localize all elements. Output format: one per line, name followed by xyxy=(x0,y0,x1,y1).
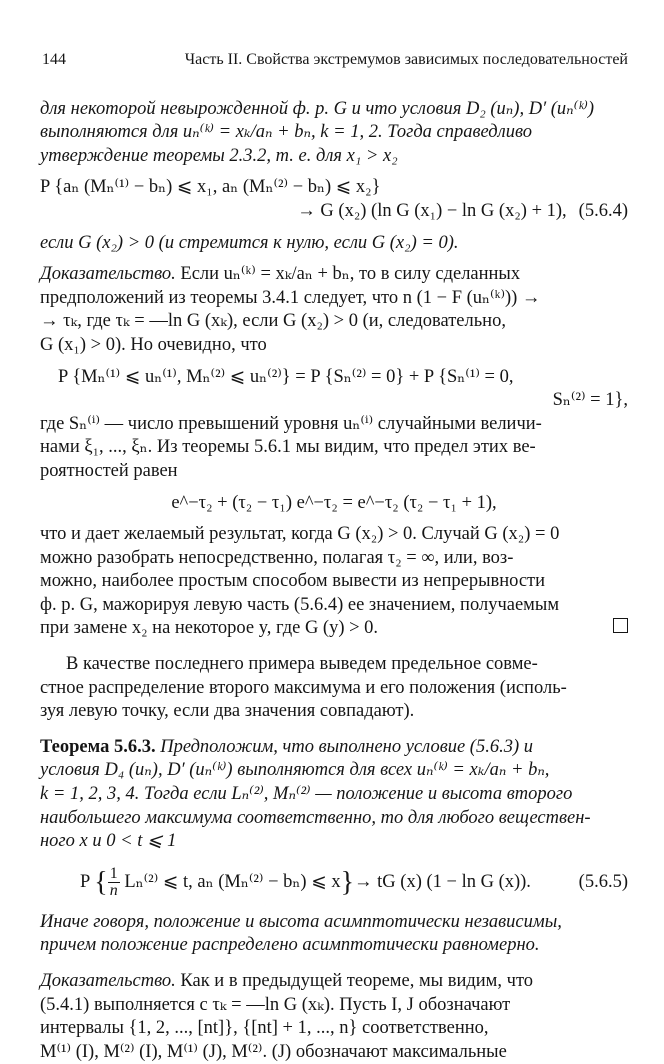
text-line: можно разобрать непосредственно, полагая τ₂ = ∞, или, воз- xyxy=(40,547,514,568)
text-line: G (x₁) > 0). Но очевидно, что xyxy=(40,334,267,355)
equation-limit: e^−τ₂ + (τ₂ − τ₁) e^−τ₂ = e^−τ₂ (τ₂ − τ₁ + 1), xyxy=(171,492,497,513)
equation-line: P {Mₙ⁽¹⁾ ⩽ uₙ⁽¹⁾, Mₙ⁽²⁾ ⩽ uₙ⁽²⁾} = P {Sₙ⁽²⁾ = 0} + P {Sₙ⁽¹⁾ = 0, xyxy=(58,366,514,387)
text-line: → τₖ, где τₖ = —ln G (xₖ), если G (x₂) > 0 (и, следовательно, xyxy=(40,311,506,332)
text-line: В качестве последнего примера выведем предельное совме- xyxy=(66,654,538,675)
book-page xyxy=(40,48,628,1064)
proof-paragraph xyxy=(40,970,628,1064)
text-line: зуя левую точку, если два значения совпадают). xyxy=(40,701,415,722)
text-line: Если uₙ⁽ᵏ⁾ = xₖ/aₙ + bₙ, то в силу сделанных xyxy=(180,264,521,285)
proof-label: Доказательство. xyxy=(40,971,176,991)
equation-line: Sₙ⁽²⁾ = 1}, xyxy=(552,390,628,411)
paragraph-interpretation xyxy=(40,911,628,958)
text-line: можно, наиболее простым способом вывести из непрерывности xyxy=(40,571,546,592)
paragraph-condition-note: если G (x₂) > 0 (и стремится к нулю, если G (x₂) = 0). xyxy=(40,232,459,253)
text-line: наибольшего максимума соответственно, то для любого веществен- xyxy=(40,807,591,828)
theorem-5-6-3 xyxy=(40,736,628,854)
paragraph-conditions xyxy=(40,98,628,169)
text-line: нами ξ₁, ..., ξₙ. Из теоремы 5.6.1 мы видим, что предел этих ве- xyxy=(40,437,536,458)
text-line: ного x и 0 < t ⩽ 1 xyxy=(40,831,177,852)
theorem-label: Теорема 5.6.3. xyxy=(40,736,156,757)
text-line: k = 1, 2, 3, 4. Тогда если Lₙ⁽²⁾, Mₙ⁽²⁾ — положение и высота второго xyxy=(40,784,573,805)
text-line: роятностей равен xyxy=(40,460,178,481)
equation-5-6-4 xyxy=(40,176,628,223)
text-line: Как и в предыдущей теореме, мы видим, что xyxy=(180,971,534,991)
text-line: интервалы {1, 2, ..., [nt]}, {[nt] + 1, ..., n} соответственно, xyxy=(40,1018,489,1039)
text-line: при замене x₂ на некоторое y, где G (y) > 0. xyxy=(40,618,379,639)
text-line: стное распределение второго максимума и его положения (исполь- xyxy=(40,677,567,698)
page-header xyxy=(40,48,628,72)
equation-body: Lₙ⁽²⁾ ⩽ t, aₙ (Mₙ⁽²⁾ − bₙ) ⩽ x xyxy=(124,871,341,892)
equation-probability xyxy=(40,366,628,413)
paragraph-exceedances xyxy=(40,413,628,484)
prob-symbol: P xyxy=(80,871,90,892)
text-line: M⁽¹⁾ (I), M⁽²⁾ (I), M⁽¹⁾ (J), M⁽²⁾. (J) обозначают максимальные xyxy=(40,1041,507,1062)
text-line: для некоторой невырожденной ф. р. G и что условия D₂ (uₙ), D′ (uₙ⁽ᵏ⁾) xyxy=(40,98,595,119)
qed-square-icon xyxy=(613,618,628,633)
paragraph-example xyxy=(40,653,628,724)
equation-number: (5.6.5) xyxy=(578,871,628,892)
paragraph-result xyxy=(40,523,628,641)
equation-number: (5.6.4) xyxy=(578,200,628,221)
text-line: где Sₙ⁽ⁱ⁾ — число превышений уровня uₙ⁽ⁱ⁾ случайными величи- xyxy=(40,413,542,434)
page-number: 144 xyxy=(42,51,66,68)
text-line: утверждение теоремы 2.3.2, т. е. для x₁ > x₂ xyxy=(40,145,398,166)
text-line: выполняются для uₙ⁽ᵏ⁾ = xₖ/aₙ + bₙ, k = 1, 2. Тогда справедливо xyxy=(40,122,533,143)
text-line: Иначе говоря, положение и высота асимптотически независимы, xyxy=(40,911,562,932)
equation-line: → G (x₂) (ln G (x₁) − ln G (x₂) + 1), xyxy=(297,200,567,221)
fraction: $\frac{1}{n}$ xyxy=(109,864,118,899)
equation-5-6-5: P { $\frac{1}{n}$ Lₙ⁽²⁾ ⩽ t, aₙ (Mₙ⁽²⁾ − bₙ) ⩽ x}→ tG (x) (1 − ln G (x)). (5.6.5) xyxy=(80,864,628,899)
text-line: предположений из теоремы 3.4.1 следует, что n (1 − F (uₙ⁽ᵏ⁾)) → xyxy=(40,287,541,308)
equation-rhs: → tG (x) (1 − ln G (x)). xyxy=(354,871,531,892)
text-line: причем положение распределено асимптотически равномерно. xyxy=(40,935,540,956)
proof-paragraph xyxy=(40,263,628,357)
text-line: Предположим, что выполнено условие (5.6.3) и xyxy=(160,736,534,757)
proof-label: Доказательство. xyxy=(40,264,176,285)
text-line: (5.4.1) выполняется с τₖ = —ln G (xₖ). Пусть I, J обозначают xyxy=(40,994,511,1015)
equation-line: P {aₙ (Mₙ⁽¹⁾ − bₙ) ⩽ x₁, aₙ (Mₙ⁽²⁾ − bₙ) ⩽ x₂} xyxy=(40,177,381,198)
text-line: условия D₄ (uₙ), D′ (uₙ⁽ᵏ⁾) выполняются для всех uₙ⁽ᵏ⁾ = xₖ/aₙ + bₙ, xyxy=(40,760,550,781)
running-title: Часть II. Свойства экстремумов зависимых последовательностей xyxy=(184,51,628,68)
text-line: что и дает желаемый результат, когда G (x₂) > 0. Случай G (x₂) = 0 xyxy=(40,524,560,545)
text-line: ф. р. G, мажорируя левую часть (5.6.4) ее значением, получаемым xyxy=(40,594,560,615)
